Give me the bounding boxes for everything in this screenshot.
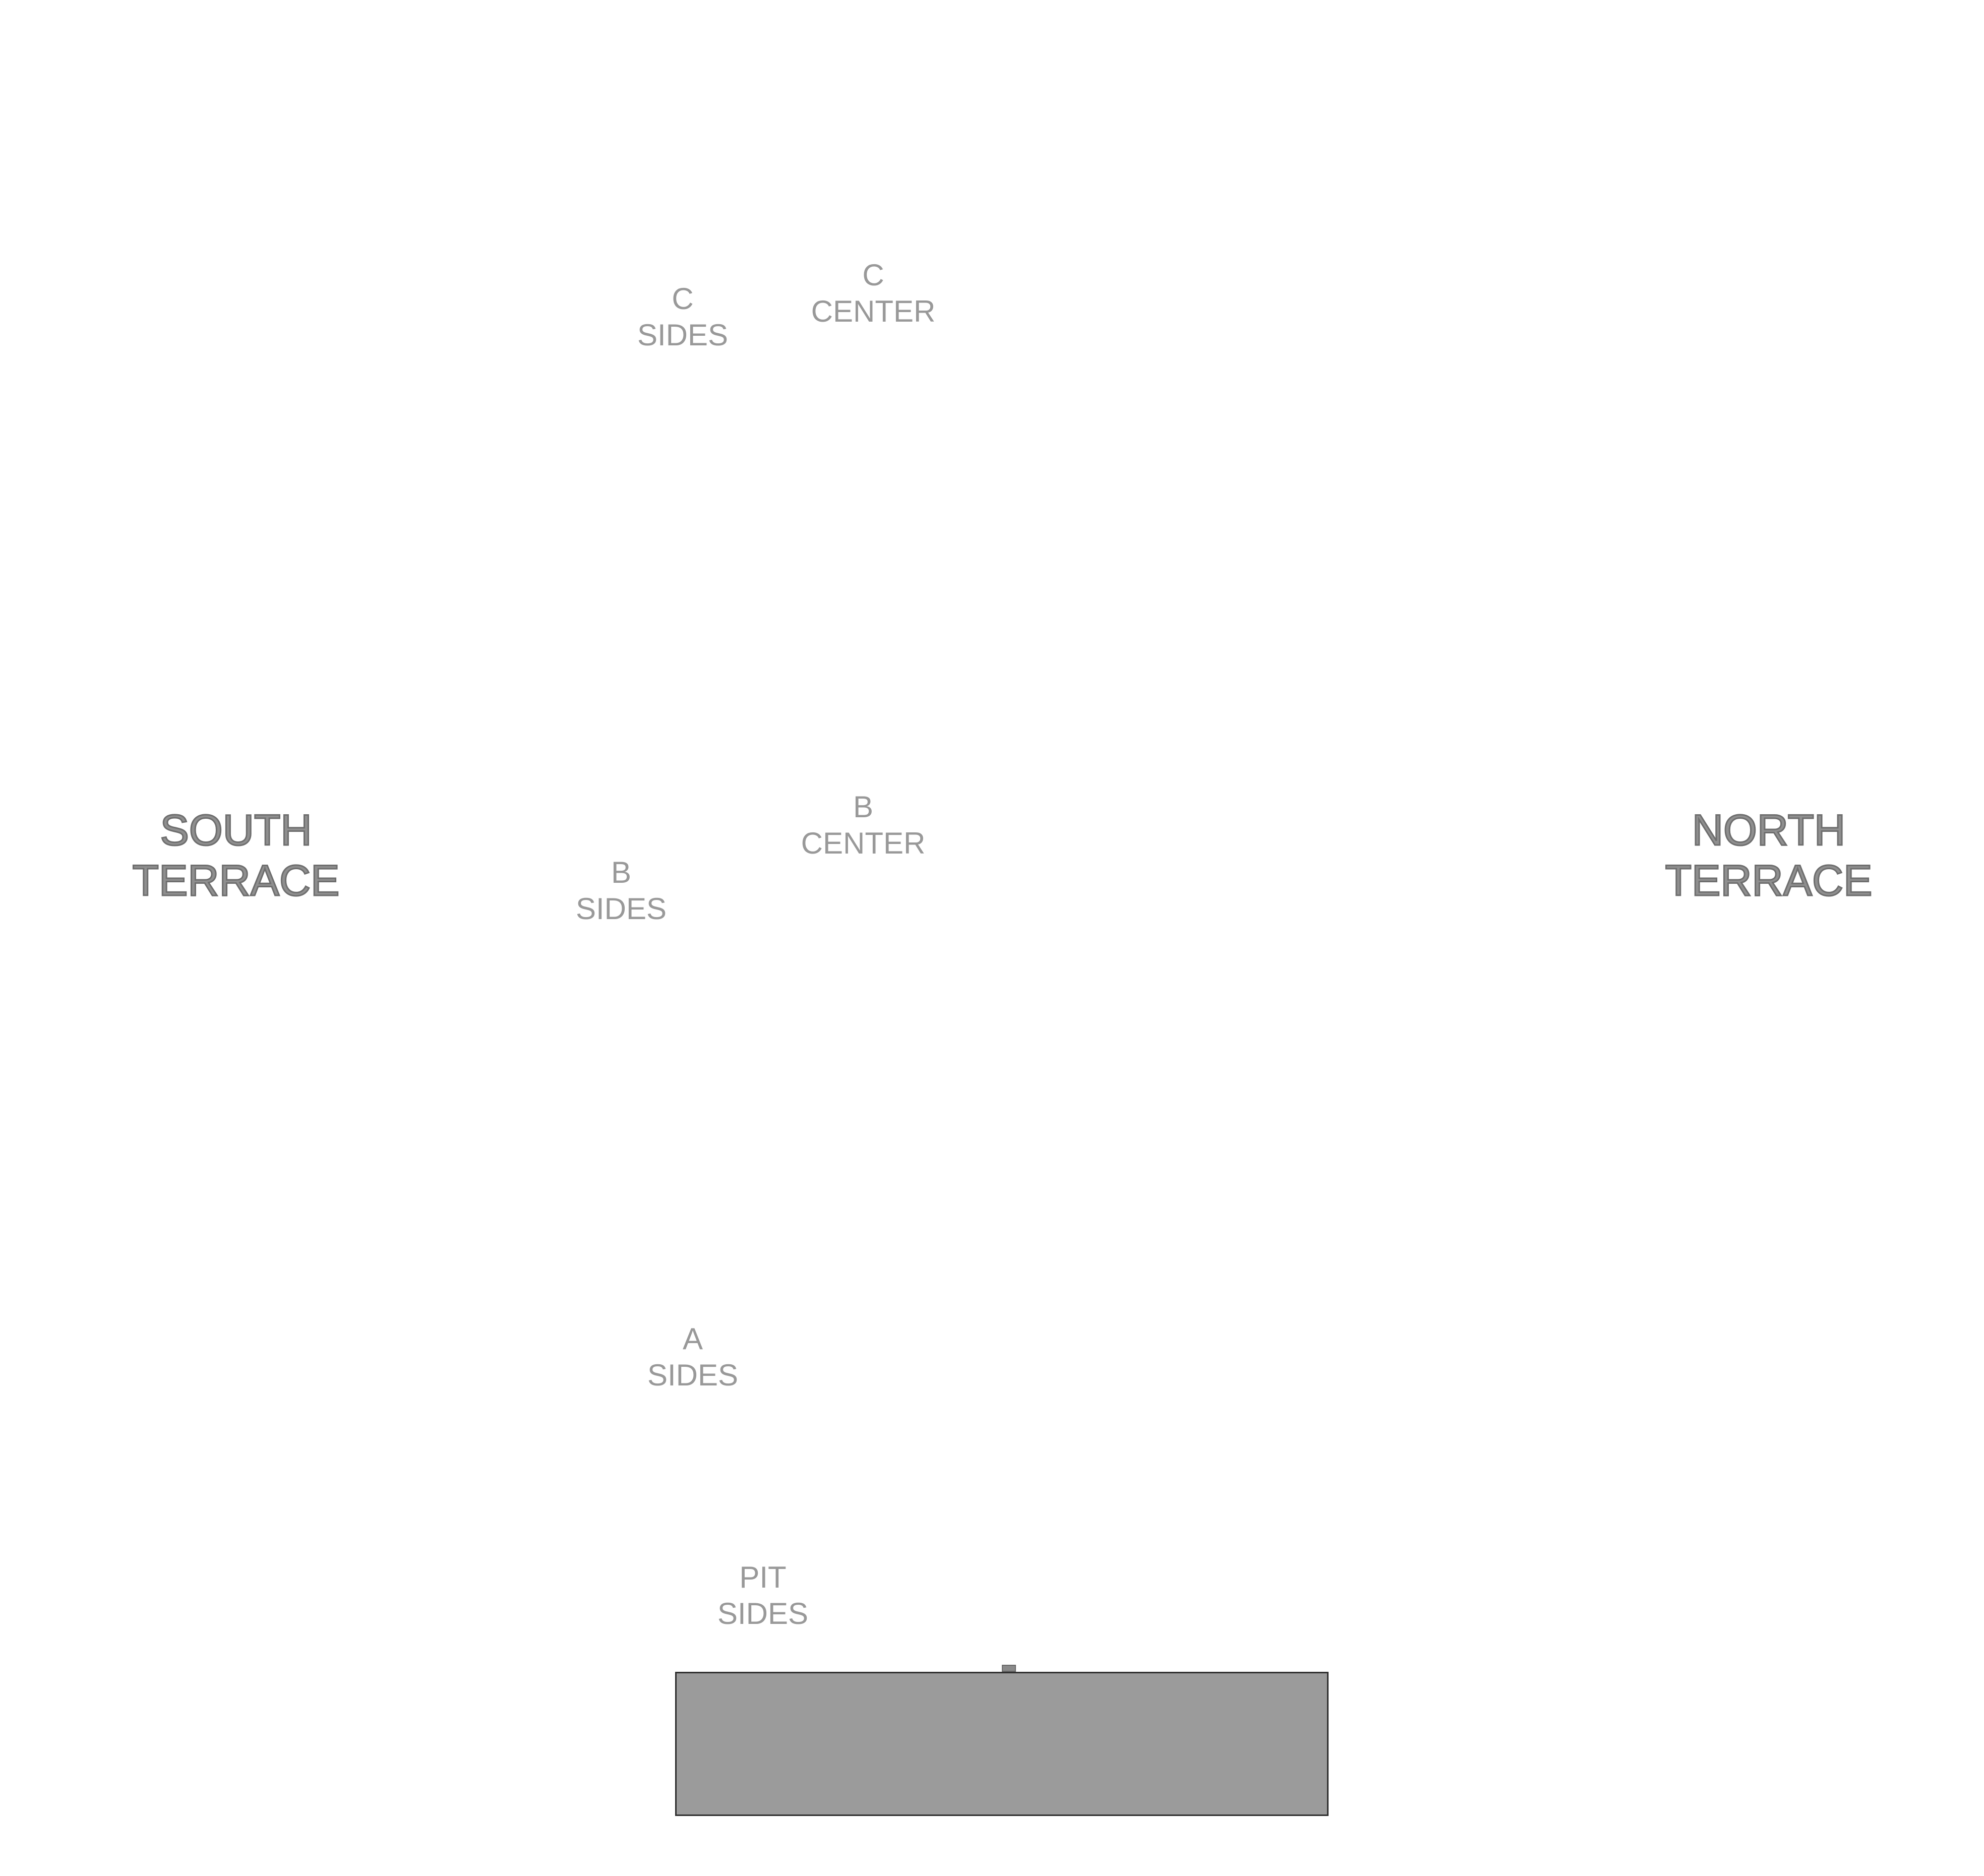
section-c-center-row: C: [862, 258, 884, 292]
section-a-sides[interactable]: [647, 1321, 738, 1394]
south-terrace-section[interactable]: [133, 805, 340, 906]
section-c-sides-row: C: [672, 282, 694, 316]
section-b-center[interactable]: [801, 789, 926, 862]
section-c-sides[interactable]: [637, 281, 728, 353]
section-b-sides[interactable]: [576, 855, 667, 927]
north-terrace-line2: TERRACE: [1665, 857, 1873, 905]
south-terrace-line2: TERRACE: [132, 857, 340, 905]
section-c-center-name: CENTER: [811, 294, 936, 328]
north-terrace-line1: NORTH: [1692, 806, 1846, 855]
section-pit-sides-row: PIT: [739, 1560, 787, 1594]
section-c-sides-name: SIDES: [637, 318, 729, 352]
section-b-sides-name: SIDES: [575, 892, 667, 926]
south-terrace-line1: SOUTH: [160, 806, 312, 855]
stage: [675, 1672, 1329, 1816]
section-b-sides-row: B: [611, 856, 632, 889]
section-a-sides-name: SIDES: [647, 1358, 739, 1392]
section-pit-sides[interactable]: [717, 1559, 808, 1632]
section-a-sides-row: A: [682, 1322, 703, 1356]
section-c-center[interactable]: [811, 257, 936, 330]
section-b-center-row: B: [853, 790, 874, 824]
section-pit-sides-name: SIDES: [717, 1597, 809, 1630]
north-terrace-section[interactable]: [1665, 805, 1873, 906]
section-b-center-name: CENTER: [801, 826, 926, 860]
stage-marker: [1002, 1665, 1016, 1672]
